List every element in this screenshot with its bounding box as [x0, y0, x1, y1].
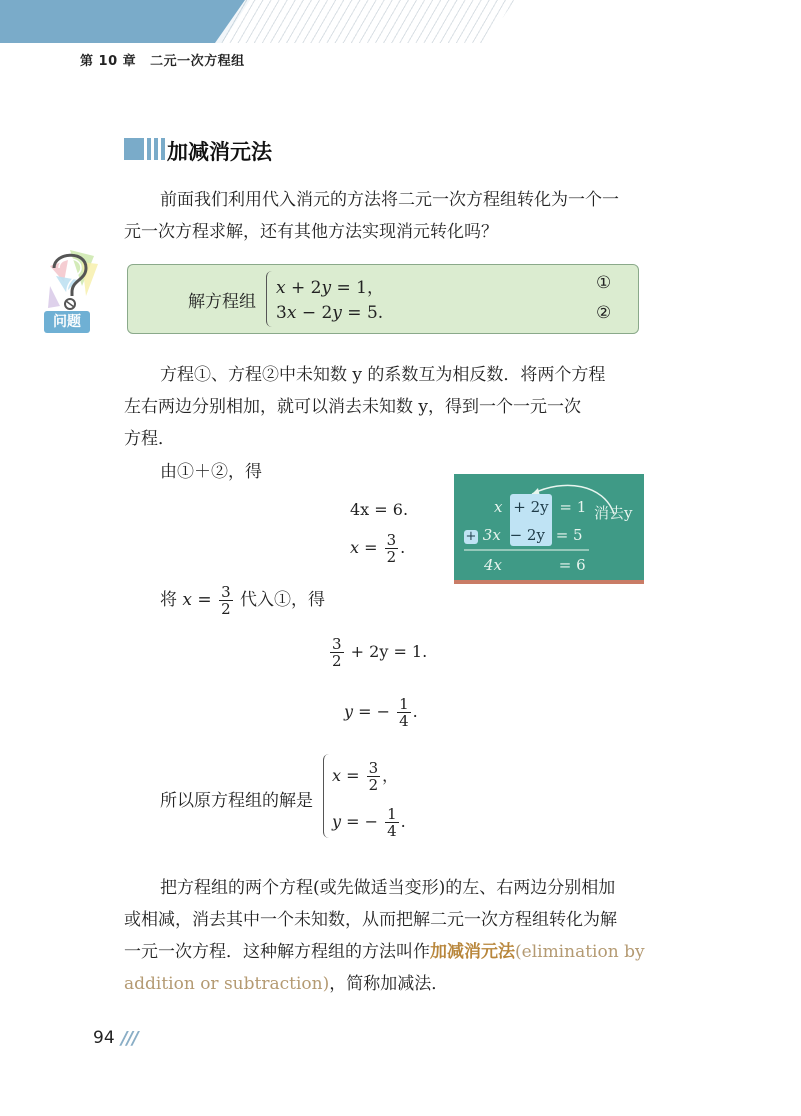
page-number: 94	[93, 1028, 115, 1048]
step1-eq-b: x = $\frac{3}{2}$ .	[350, 531, 406, 566]
chalkboard-illustration	[454, 474, 644, 580]
question-badge-label: 问题	[44, 311, 90, 333]
key-term-english-b: addition or subtraction)	[124, 974, 330, 994]
key-term-english-a: (elimination by	[515, 942, 645, 962]
solution-lead: 所以原方程组的解是	[160, 791, 313, 811]
step2-eq-a: $\frac{3}{2}$ + 2y = 1.	[332, 635, 428, 670]
problem-eq1: x + 2y = 1，	[276, 278, 384, 298]
board-note: 消去y	[594, 504, 633, 522]
explanation-paragraph	[124, 359, 654, 455]
eq2-tag: ②	[596, 303, 612, 323]
problem-eq2: 3x − 2y = 5.	[276, 303, 384, 323]
board-row-3: 4x = 6	[484, 556, 586, 574]
problem-brace	[266, 271, 273, 327]
header-band-solid	[0, 0, 250, 43]
intro-paragraph	[124, 184, 654, 248]
header-band	[0, 0, 801, 43]
problem-box	[127, 264, 639, 334]
step1-eq-a: 4x = 6.	[350, 500, 409, 519]
chapter-title: 二元一次方程组	[150, 54, 245, 69]
section-title: 加减消元法	[167, 140, 272, 164]
section-marker-icon	[124, 138, 165, 160]
explanation-line-3: 方程．	[124, 429, 175, 449]
explanation-line-1: 方程①、方程②中未知数 y 的系数互为相反数．将两个方程	[160, 365, 606, 385]
chapter-heading	[80, 50, 245, 69]
step2-eq-b: y = − $\frac{1}{4}$ .	[344, 695, 418, 730]
explanation-line-2: 左右两边分别相加，就可以消去未知数 y，得到一个一元一次	[124, 397, 582, 417]
definition-line-3: 一元一次方程．这种解方程组的方法叫作加减消元法(elimination by	[124, 942, 645, 962]
intro-line-1: 前面我们利用代入消元的方法将二元一次方程组转化为一个一	[160, 190, 619, 210]
intro-line-2: 元一次方程求解，还有其他方法实现消元转化吗？	[124, 222, 498, 242]
chalkboard-ledge	[454, 580, 644, 584]
page-decor-slashes: ///	[121, 1028, 138, 1049]
eq1-tag: ①	[596, 273, 612, 293]
definition-paragraph	[124, 872, 654, 1000]
board-row-1: x + 2y = 1	[494, 498, 587, 516]
header-band-hatch	[215, 0, 515, 43]
step2-lead: 将 x = $\frac{3}{2}$ 代入①，得	[160, 583, 326, 618]
solution-y: y = − $\frac{1}{4}$ .	[332, 805, 406, 840]
problem-prompt: 解方程组	[188, 292, 256, 312]
solution-brace	[323, 754, 330, 838]
chapter-number: 第 10 章	[80, 54, 137, 69]
definition-line-1: 把方程组的两个方程(或先做适当变形)的左、右两边分别相加	[160, 878, 616, 898]
solution-x: x = $\frac{3}{2}$ ，	[332, 759, 399, 794]
board-row-2: + 3x − 2y = 5	[465, 526, 583, 544]
key-term: 加减消元法	[430, 942, 515, 962]
definition-line-2: 或相减，消去其中一个未知数，从而把解二元一次方程组转化为解	[124, 910, 617, 930]
step1-lead: 由①＋②，得	[160, 462, 262, 482]
definition-line-4: addition or subtraction)，简称加减法．	[124, 974, 449, 994]
plus-op-icon: +	[465, 529, 477, 544]
